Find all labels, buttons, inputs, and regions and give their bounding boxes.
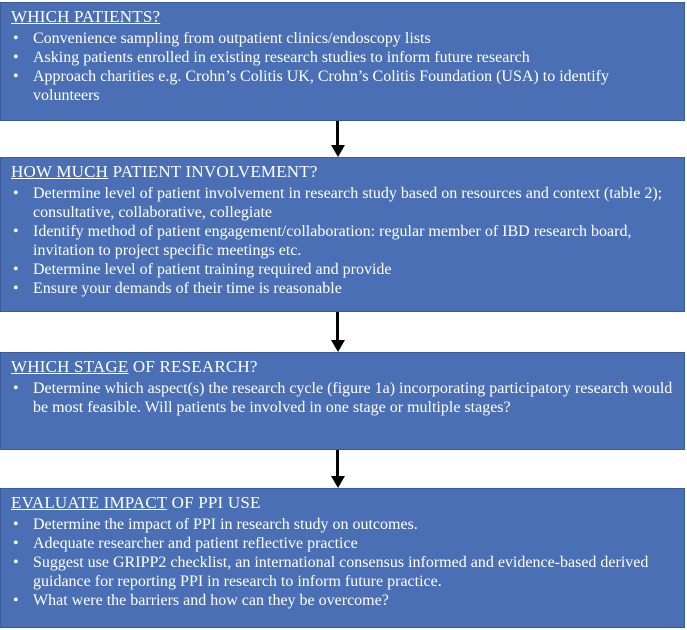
list-item: • Determine the impact of PPI in research study on outcomes. [13,516,418,533]
list-item: • Suggest use GRIPP2 checklist, an international consensus informed and evidence-based derived guidance for reporting PPI in research to inform future practice. [13,554,649,590]
list-item: • Identify method of patient engagement/collaboration: regular member of IBD research board, invitation to project specific meetings etc. [13,223,632,259]
bullet-list [11,29,674,105]
list-item: • Adequate researcher and patient reflective practice [13,535,358,552]
box-title: WHICH STAGE OF RESEARCH? [11,357,258,376]
arrow-down-3 [331,450,345,488]
arrow-down-1 [331,121,345,157]
box-title: WHICH PATIENTS? [11,7,161,26]
box-title: EVALUATE IMPACT OF PPI USE [11,493,261,512]
box-evaluate-impact [0,488,685,628]
bullet-list [11,379,674,417]
list-item: • What were the barriers and how can they be overcome? [13,592,389,609]
list-item: • Approach charities e.g. Crohn’s Colitis UK, Crohn’s Colitis Foundation (USA) to identify volunteers [13,68,609,104]
bullet-list [11,515,674,610]
list-item: • Determine level of patient involvement in research study based on resources and context (table 2); consultative, collaborative, collegiate [13,185,663,221]
arrow-down-2 [331,312,345,352]
list-item: • Determine which aspect(s) the research cycle (figure 1a) incorporating participatory research would be most feasible. Will patients be involved in one stage or multiple stages? [13,380,673,416]
list-item: • Ensure your demands of their time is reasonable [13,280,342,297]
box-title: HOW MUCH PATIENT INVOLVEMENT? [11,162,318,181]
box-stage-of-research [0,352,685,450]
box-which-patients [0,2,685,121]
bullet-list [11,184,674,298]
box-patient-involvement [0,157,685,312]
list-item: • Determine level of patient training required and provide [13,261,392,278]
list-item: • Convenience sampling from outpatient clinics/endoscopy lists [13,30,431,47]
list-item: • Asking patients enrolled in existing research studies to inform future research [13,49,530,66]
